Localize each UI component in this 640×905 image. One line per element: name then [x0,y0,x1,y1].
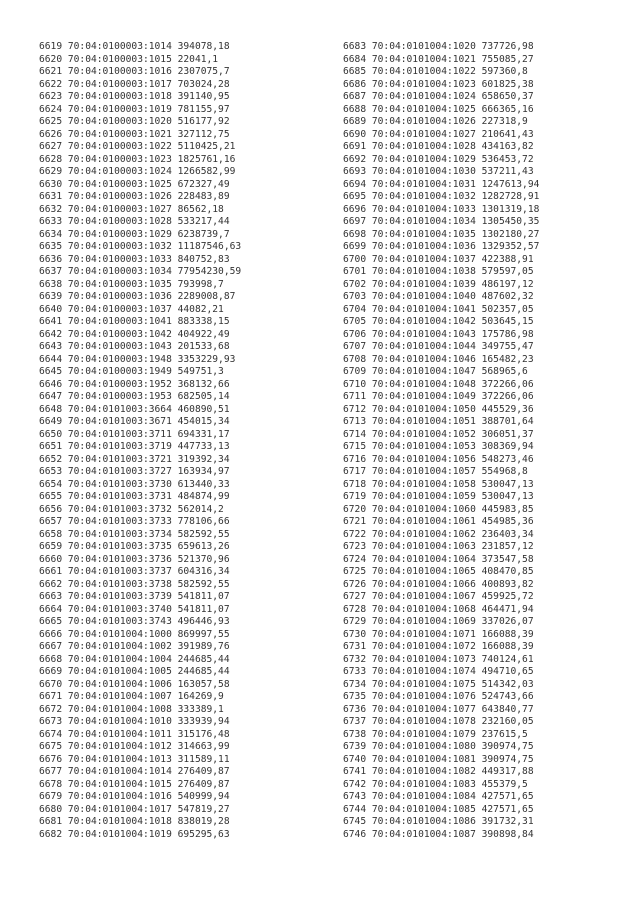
record-row: 6632 70:04:0100003:1027 86562,18 [39,203,224,215]
record-row: 6672 70:04:0101004:1008 333389,1 [39,703,224,715]
record-row: 6714 70:04:0101004:1052 306051,37 [343,428,534,440]
record-row: 6643 70:04:0100003:1043 201533,68 [39,341,230,352]
record-row: 6641 70:04:0100003:1041 883338,15 [39,316,230,327]
record-row: 6712 70:04:0101004:1050 445529,36 [343,403,534,415]
record-row: 6664 70:04:0101003:3740 541811,07 [39,603,230,615]
record-row: 6707 70:04:0101004:1044 349755,47 [343,341,534,352]
record-row: 6642 70:04:0100003:1042 404922,49 [39,328,230,340]
record-row: 6628 70:04:0100003:1023 1825761,16 [39,153,236,165]
record-row: 6660 70:04:0101003:3736 521370,96 [39,553,230,565]
record-row: 6740 70:04:0101004:1081 390974,75 [343,753,534,765]
record-row: 6701 70:04:0101004:1038 579597,05 [343,266,534,277]
record-row: 6718 70:04:0101004:1058 530047,13 [343,478,534,490]
record-row: 6705 70:04:0101004:1042 503645,15 [343,316,534,327]
record-row: 6667 70:04:0101004:1002 391989,76 [39,641,230,652]
right-column [343,41,539,841]
record-row: 6687 70:04:0101004:1024 658650,37 [343,91,534,102]
record-row: 6721 70:04:0101004:1061 454985,36 [343,516,534,527]
record-row: 6626 70:04:0100003:1021 327112,75 [39,128,230,140]
record-row: 6661 70:04:0101003:3737 604316,34 [39,566,230,577]
record-row: 6636 70:04:0100003:1033 840752,83 [39,253,230,265]
record-row: 6724 70:04:0101004:1064 373547,58 [343,553,534,565]
record-row: 6635 70:04:0100003:1032 11187546,63 [39,241,242,252]
record-row: 6686 70:04:0101004:1023 601825,38 [343,78,534,90]
record-row: 6733 70:04:0101004:1074 494710,65 [343,666,534,677]
record-row: 6706 70:04:0101004:1043 175786,98 [343,328,534,340]
record-row: 6644 70:04:0100003:1948 3353229,93 [39,353,236,365]
record-row: 6725 70:04:0101004:1065 408470,85 [343,566,534,577]
record-row: 6738 70:04:0101004:1079 237615,5 [343,728,528,740]
record-row: 6734 70:04:0101004:1075 514342,03 [343,678,534,690]
record-row: 6674 70:04:0101004:1011 315176,48 [39,728,230,740]
record-row: 6683 70:04:0101004:1020 737726,98 [343,41,534,52]
record-row: 6653 70:04:0101003:3727 163934,97 [39,466,230,477]
record-row: 6677 70:04:0101004:1014 276409,87 [39,766,230,777]
record-row: 6647 70:04:0100003:1953 682505,14 [39,391,230,402]
record-row: 6624 70:04:0100003:1019 781155,97 [39,103,230,115]
record-row: 6696 70:04:0101004:1033 1301319,18 [343,203,540,215]
record-row: 6676 70:04:0101004:1013 311589,11 [39,753,230,765]
record-row: 6678 70:04:0101004:1015 276409,87 [39,778,230,790]
record-row: 6620 70:04:0100003:1015 22041,1 [39,53,219,65]
record-row: 6692 70:04:0101004:1029 536453,72 [343,153,534,165]
record-row: 6694 70:04:0101004:1031 1247613,94 [343,178,540,190]
record-row: 6675 70:04:0101004:1012 314663,99 [39,741,230,752]
record-row: 6700 70:04:0101004:1037 422388,91 [343,253,534,265]
record-row: 6728 70:04:0101004:1068 464471,94 [343,603,534,615]
record-row: 6727 70:04:0101004:1067 459925,72 [343,591,534,602]
record-row: 6710 70:04:0101004:1048 372266,06 [343,378,534,390]
record-row: 6630 70:04:0100003:1025 672327,49 [39,178,230,190]
record-row: 6708 70:04:0101004:1046 165482,23 [343,353,534,365]
left-column [39,41,241,841]
record-row: 6634 70:04:0100003:1029 6238739,7 [39,228,230,240]
record-row: 6689 70:04:0101004:1026 227318,9 [343,116,528,127]
record-row: 6673 70:04:0101004:1010 333939,94 [39,716,230,727]
record-row: 6732 70:04:0101004:1073 740124,61 [343,653,534,665]
record-row: 6726 70:04:0101004:1066 400893,82 [343,578,534,590]
record-row: 6691 70:04:0101004:1028 434163,82 [343,141,534,152]
record-row: 6723 70:04:0101004:1063 231857,12 [343,541,534,552]
record-row: 6619 70:04:0100003:1014 394078,18 [39,41,230,52]
record-row: 6711 70:04:0101004:1049 372266,06 [343,391,534,402]
record-row: 6657 70:04:0101003:3733 778106,66 [39,516,230,527]
record-row: 6699 70:04:0101004:1036 1329352,57 [343,241,540,252]
record-row: 6648 70:04:0101003:3664 460890,51 [39,403,230,415]
record-row: 6743 70:04:0101004:1084 427571,65 [343,791,534,802]
record-row: 6684 70:04:0101004:1021 755085,27 [343,53,534,65]
record-row: 6638 70:04:0100003:1035 793998,7 [39,278,224,290]
record-row: 6746 70:04:0101004:1087 390898,84 [343,828,534,840]
record-row: 6688 70:04:0101004:1025 666365,16 [343,103,534,115]
record-row: 6621 70:04:0100003:1016 2307075,7 [39,66,230,77]
record-row: 6735 70:04:0101004:1076 524743,66 [343,691,534,702]
record-row: 6662 70:04:0101003:3738 582592,55 [39,578,230,590]
record-row: 6622 70:04:0100003:1017 703024,28 [39,78,230,90]
record-row: 6744 70:04:0101004:1085 427571,65 [343,803,534,815]
record-row: 6658 70:04:0101003:3734 582592,55 [39,528,230,540]
record-row: 6652 70:04:0101003:3721 319392,34 [39,453,230,465]
record-row: 6685 70:04:0101004:1022 597360,8 [343,66,528,77]
record-row: 6737 70:04:0101004:1078 232160,05 [343,716,534,727]
record-row: 6623 70:04:0100003:1018 391140,95 [39,91,230,102]
record-row: 6625 70:04:0100003:1020 516177,92 [39,116,230,127]
record-row: 6693 70:04:0101004:1030 537211,43 [343,166,534,177]
record-row: 6730 70:04:0101004:1071 166088,39 [343,628,534,640]
record-row: 6731 70:04:0101004:1072 166088,39 [343,641,534,652]
record-row: 6639 70:04:0100003:1036 2289008,87 [39,291,236,302]
record-row: 6631 70:04:0100003:1026 228483,89 [39,191,230,202]
record-row: 6682 70:04:0101004:1019 695295,63 [39,828,230,840]
record-row: 6654 70:04:0101003:3730 613440,33 [39,478,230,490]
record-row: 6666 70:04:0101004:1000 869997,55 [39,628,230,640]
record-row: 6716 70:04:0101004:1056 548273,46 [343,453,534,465]
record-row: 6665 70:04:0101003:3743 496446,93 [39,616,230,627]
record-row: 6679 70:04:0101004:1016 540999,94 [39,791,230,802]
record-row: 6640 70:04:0100003:1037 44082,21 [39,303,224,315]
record-row: 6651 70:04:0101003:3719 447733,13 [39,441,230,452]
record-row: 6715 70:04:0101004:1053 308369,94 [343,441,534,452]
record-row: 6633 70:04:0100003:1028 533217,44 [39,216,230,227]
record-row: 6741 70:04:0101004:1082 449317,88 [343,766,534,777]
record-row: 6637 70:04:0100003:1034 77954230,59 [39,266,242,277]
record-row: 6646 70:04:0100003:1952 368132,66 [39,378,230,390]
record-row: 6627 70:04:0100003:1022 5110425,21 [39,141,236,152]
record-row: 6656 70:04:0101003:3732 562014,2 [39,503,224,515]
record-row: 6671 70:04:0101004:1007 164269,9 [39,691,224,702]
record-row: 6709 70:04:0101004:1047 568965,6 [343,366,528,377]
record-row: 6713 70:04:0101004:1051 388701,64 [343,416,534,427]
record-row: 6697 70:04:0101004:1034 1305450,35 [343,216,540,227]
record-row: 6717 70:04:0101004:1057 554968,8 [343,466,528,477]
record-row: 6629 70:04:0100003:1024 1266582,99 [39,166,236,177]
record-row: 6668 70:04:0101004:1004 244685,44 [39,653,230,665]
record-row: 6704 70:04:0101004:1041 502357,05 [343,303,534,315]
record-row: 6649 70:04:0101003:3671 454015,34 [39,416,230,427]
record-row: 6702 70:04:0101004:1039 486197,12 [343,278,534,290]
record-row: 6655 70:04:0101003:3731 484874,99 [39,491,230,502]
record-row: 6722 70:04:0101004:1062 236403,34 [343,528,534,540]
record-row: 6745 70:04:0101004:1086 391732,31 [343,816,534,827]
record-row: 6698 70:04:0101004:1035 1302180,27 [343,228,540,240]
record-row: 6690 70:04:0101004:1027 210641,43 [343,128,534,140]
record-row: 6663 70:04:0101003:3739 541811,07 [39,591,230,602]
record-row: 6736 70:04:0101004:1077 643840,77 [343,703,534,715]
record-row: 6681 70:04:0101004:1018 838019,28 [39,816,230,827]
record-row: 6670 70:04:0101004:1006 163057,58 [39,678,230,690]
record-row: 6703 70:04:0101004:1040 487602,32 [343,291,534,302]
record-row: 6659 70:04:0101003:3735 659613,26 [39,541,230,552]
record-row: 6680 70:04:0101004:1017 547819,27 [39,803,230,815]
record-row: 6739 70:04:0101004:1080 390974,75 [343,741,534,752]
record-row: 6720 70:04:0101004:1060 445983,85 [343,503,534,515]
record-row: 6729 70:04:0101004:1069 337026,07 [343,616,534,627]
record-row: 6650 70:04:0101003:3711 694331,17 [39,428,230,440]
record-row: 6645 70:04:0100003:1949 549751,3 [39,366,224,377]
record-row: 6719 70:04:0101004:1059 530047,13 [343,491,534,502]
record-row: 6669 70:04:0101004:1005 244685,44 [39,666,230,677]
record-row: 6695 70:04:0101004:1032 1282728,91 [343,191,540,202]
record-row: 6742 70:04:0101004:1083 455379,5 [343,778,528,790]
